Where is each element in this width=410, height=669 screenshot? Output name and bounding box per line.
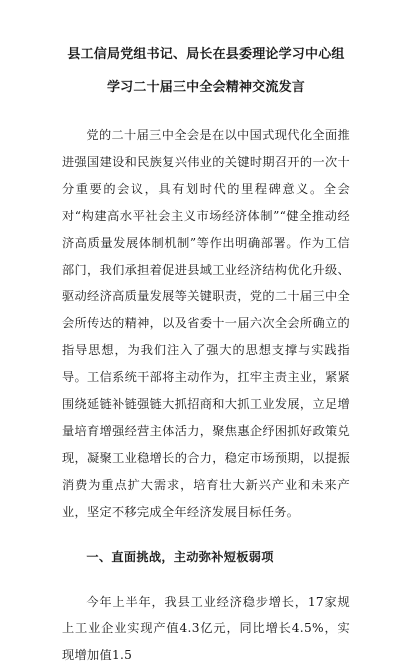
section-heading: 一、直面挑战，主动弥补短板弱项 [62, 544, 350, 571]
document-title: 县工信局党组书记、局长在县委理论学习中心组学习二十届三中全会精神交流发言 [62, 38, 350, 104]
section-paragraph: 今年上半年，我县工业经济稳步增长，17家规上工业企业实现产值4.3亿元，同比增长4.5%，实现增加值1.5 [62, 589, 350, 669]
intro-paragraph: 党的二十届三中全会是在以中国式现代化全面推进强国建设和民族复兴伟业的关键时期召开的一次十分重要的会议，具有划时代的里程碑意义。全会对“构建高水平社会主义市场经济体制”“健全推动经济高质量发展体制机制”等作出明确部署。作为工信部门，我们承担着促进县域工业经济结构优化升级、驱动经济高质量发展等关键职责，党的二十届三中全会所传达的精神，以及省委十一届六次全会所确立的指导思想，为我们注入了强大的思想支撑与实践指导。工信系统干部将主动作为，扛牢主责主业，紧紧围绕延链补链强链大抓招商和大抓工业发展，立足增量培育增强经营主体活力，聚焦惠企纾困抓好政策兑现，凝聚工业稳增长的合力，稳定市场预期，以提振消费为重点扩大需求，培育壮大新兴产业和未来产业，坚定不移完成全年经济发展目标任务。 [62, 122, 350, 526]
